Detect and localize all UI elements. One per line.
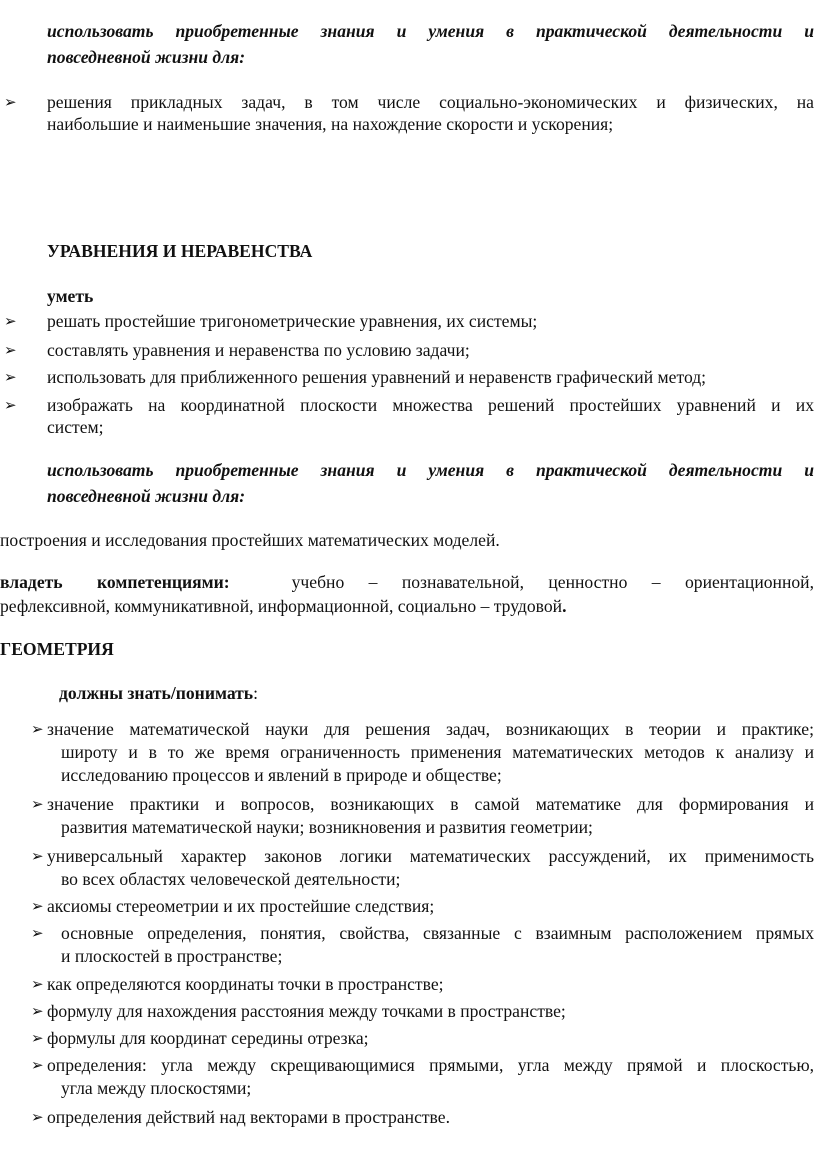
bullet-arrow-icon: ➢	[31, 1056, 44, 1074]
can-label: уметь	[47, 286, 94, 306]
list-item-line: значение математической науки для решения задач, возникающих в теории и практике;	[47, 719, 814, 739]
bullet-arrow-icon: ➢	[31, 795, 44, 813]
list-item-line: развития математической науки; возникновения и развития геометрии;	[61, 817, 593, 837]
list-item-line: систем;	[47, 417, 104, 437]
competence-text: рефлексивной, коммуникативной, информационной, социально – трудовой	[0, 596, 563, 616]
practical-heading-line-1: использовать приобретенные знания и умения в практической деятельности и	[47, 460, 814, 480]
list-item-line: и плоскостей в пространстве;	[61, 946, 283, 966]
competence-label: владеть компетенциями:	[0, 572, 230, 592]
list-item-line: составлять уравнения и неравенства по условию задачи;	[47, 340, 470, 360]
list-item-line: решения прикладных задач, в том числе социально-экономических и физических, на	[47, 92, 814, 112]
list-item-line: формулы для координат середины отрезка;	[47, 1028, 369, 1048]
bullet-arrow-icon: ➢	[4, 396, 17, 414]
practical-heading-line-2: повседневной жизни для:	[47, 486, 246, 506]
must-know-colon: :	[253, 683, 258, 703]
must-know-label	[59, 682, 258, 705]
list-item-line: аксиомы стереометрии и их простейшие следствия;	[47, 896, 435, 916]
bullet-arrow-icon: ➢	[4, 93, 17, 111]
list-item-line: использовать для приближенного решения уравнений и неравенств графический метод;	[47, 367, 707, 387]
list-item-line: определения действий над векторами в пространстве.	[47, 1107, 450, 1127]
bullet-arrow-icon: ➢	[31, 1108, 44, 1126]
list-item-line: угла между плоскостями;	[61, 1078, 252, 1098]
bullet-arrow-icon: ➢	[31, 924, 44, 942]
section-title-equations: УРАВНЕНИЯ И НЕРАВЕНСТВА	[47, 241, 313, 261]
competence-line-2	[0, 595, 567, 618]
practical-heading-line-2: повседневной жизни для:	[47, 47, 246, 67]
list-item-line: наибольшие и наименьшие значения, на нахождение скорости и ускорения;	[47, 114, 614, 134]
list-item-line: как определяются координаты точки в пространстве;	[47, 974, 444, 994]
bullet-arrow-icon: ➢	[31, 847, 44, 865]
bullet-arrow-icon: ➢	[4, 368, 17, 386]
list-item-line: определения: угла между скрещивающимися прямыми, угла между прямой и плоскостью,	[47, 1055, 814, 1075]
competence-text: учебно – познавательной, ценностно – ориентационной,	[291, 572, 814, 592]
list-item-line: решать простейшие тригонометрические уравнения, их системы;	[47, 311, 538, 331]
bullet-arrow-icon: ➢	[31, 897, 44, 915]
section-title-geometry: ГЕОМЕТРИЯ	[0, 639, 114, 659]
must-know-text: должны знать/понимать	[59, 683, 254, 703]
competence-end: .	[562, 596, 567, 616]
practical-heading-line-1: использовать приобретенные знания и умения в практической деятельности и	[47, 21, 814, 41]
list-item-line: универсальный характер законов логики математических рассуждений, их применимость	[47, 846, 814, 866]
bullet-arrow-icon: ➢	[4, 341, 17, 359]
list-item-line: широту и в то же время ограниченность применения математических методов к анализу и	[61, 742, 814, 762]
bullet-arrow-icon: ➢	[31, 1002, 44, 1020]
list-item-line: во всех областях человеческой деятельности;	[61, 869, 401, 889]
bullet-arrow-icon: ➢	[31, 1029, 44, 1047]
bullet-arrow-icon: ➢	[4, 312, 17, 330]
list-item-line: изображать на координатной плоскости множества решений простейших уравнений и их	[47, 395, 814, 415]
list-item-line: формулу для нахождения расстояния между точками в пространстве;	[47, 1001, 566, 1021]
competence-line	[0, 571, 814, 594]
models-text: построения и исследования простейших математических моделей.	[0, 530, 500, 550]
list-item-line: исследованию процессов и явлений в природе и обществе;	[61, 765, 502, 785]
bullet-arrow-icon: ➢	[31, 720, 44, 738]
list-item-line: основные определения, понятия, свойства, связанные с взаимным расположением прямых	[61, 923, 814, 943]
list-item-line: значение практики и вопросов, возникающих в самой математике для формирования и	[47, 794, 814, 814]
bullet-arrow-icon: ➢	[31, 975, 44, 993]
